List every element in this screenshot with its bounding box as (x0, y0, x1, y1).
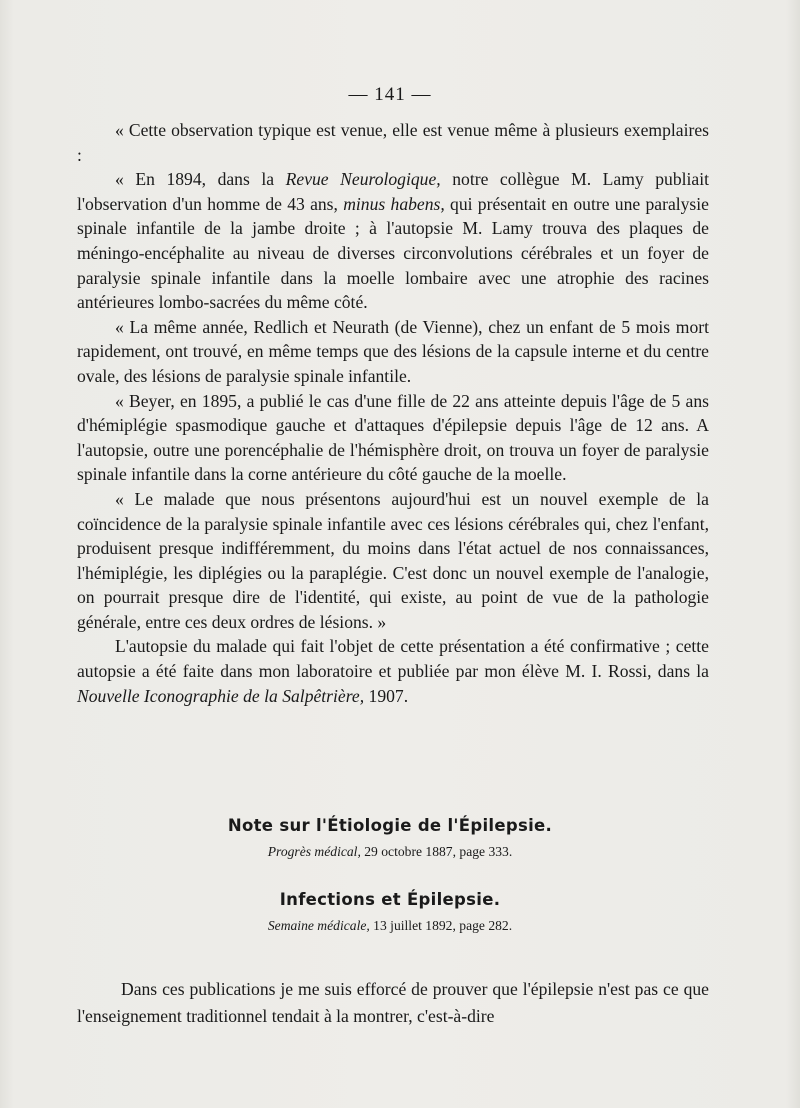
paragraph-2 (77, 167, 709, 315)
paragraph-4: « Beyer, en 1895, a publié le cas d'une fille de 22 ans atteinte depuis l'âge de 5 ans d'hémiplégie spasmodique gauche et d'attaques d'épilepsie depuis l'âge de 12 ans. A l'autopsie, outre une porencéphalie de l'hémisphère droit, on trouva un foyer de paralysie spinale infantile dans la corne antérieure du côté gauche de la moelle. (77, 390, 709, 485)
body-text (77, 118, 709, 708)
paragraph-6 (77, 634, 709, 708)
paragraph-2-text-3: qui présentait en outre une paralysie spinale infantile de la jambe droite ; à l'autopsie M. Lamy trouva des plaques de méningo-encéphalite au niveau de diverses circonvolutions cérébrales et un foyer de paralysie spinale infantile dans la moelle lombaire avec une atrophie des racines antérieures lombo-sacrées du même côté. (77, 193, 709, 313)
paragraph-3: « La même année, Redlich et Neurath (de Vienne), chez un enfant de 5 mois mort rapidement, ont trouvé, en même temps que des lésions de la capsule interne et du centre ovale, des lésions de paralysie spinale infantile. (77, 316, 709, 386)
source-journal: Semaine médicale, (267, 918, 370, 933)
paragraph-6-text-2: 1907. (364, 685, 409, 706)
journal-title-revue-neurologique: Revue Neurologique, (285, 169, 441, 190)
page-number: — 141 — (348, 84, 432, 105)
closing-paragraph: Dans ces publications je me suis efforcé de prouver que l'épilepsie n'est pas ce que l'enseignement traditionnel tendait à la montrer, c'est-à-dire (77, 979, 709, 1026)
section-etiologie (0, 816, 780, 860)
section-infections (0, 890, 780, 934)
latin-term-minus-habens: minus habens, (343, 193, 445, 214)
paragraph-5: « Le malade que nous présentons aujourd'hui est un nouvel exemple de la coïncidence de la paralysie spinale infantile avec ces lésions cérébrales qui, chez l'enfant, produisent presque indifféremment, du moins dans l'état actuel de nos connaissances, l'hémiplégie, les diplégies ou la paraplégie. C'est donc un nouvel exemple de l'analogie, on pourrait presque dire de l'identité, qui existe, au point de vue de la pathologie générale, entre ces deux ordres de lésions. » (77, 488, 709, 632)
journal-title-nouvelle-iconographie: Nouvelle Iconographie de la Salpêtrière, (77, 685, 365, 706)
paragraph-2-text-2: notre collègue M. Lamy publiait l'observation d'un homme de 43 ans, (77, 169, 709, 214)
section-heading: Infections et Épilepsie. (279, 890, 501, 909)
source-journal: Progrès médical, (267, 844, 361, 859)
paragraph-1: « Cette observation typique est venue, elle est venue même à plusieurs exemplaires : (77, 120, 709, 165)
paragraph-2-text-1: « En 1894, dans la (115, 169, 286, 190)
source-details: 13 juillet 1892, page 282. (369, 918, 513, 933)
section-source (0, 918, 780, 934)
source-details: 29 octobre 1887, page 333. (360, 844, 513, 859)
section-source (0, 844, 780, 860)
paragraph-6-text-1: L'autopsie du malade qui fait l'objet de cette présentation a été confirmative ; cette autopsie a été faite dans mon laboratoire et publiée par mon élève M. I. Rossi, dans la (77, 636, 709, 682)
section-heading: Note sur l'Étiologie de l'Épilepsie. (227, 816, 553, 835)
closing-text (77, 976, 709, 1030)
